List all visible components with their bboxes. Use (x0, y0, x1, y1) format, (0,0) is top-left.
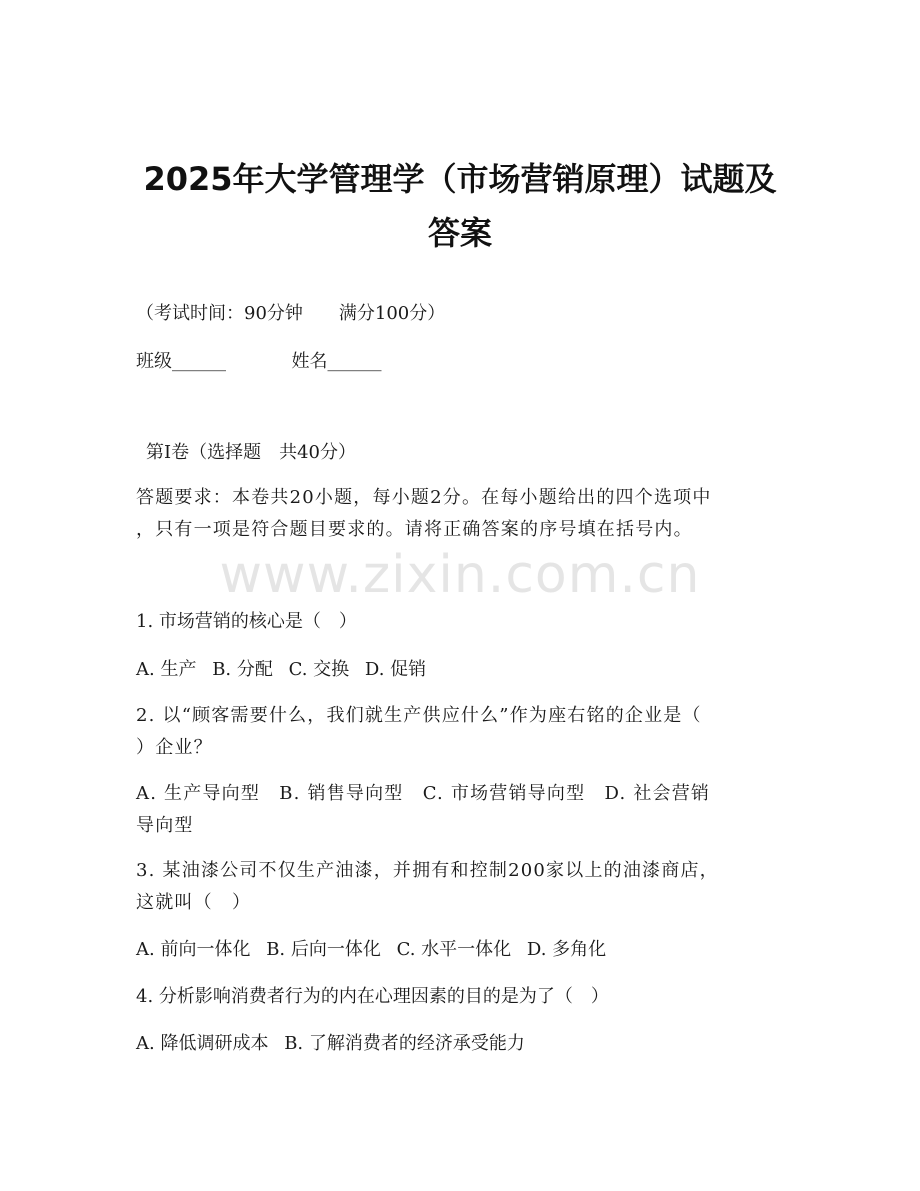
question-2-stem-line-2: ）企业？ (136, 737, 213, 758)
question-2-options-line-2: 导向型 (136, 815, 194, 836)
document-title (100, 152, 820, 260)
question-2-stem (136, 700, 786, 764)
question-3-stem-line-1: 3. 某油漆公司不仅生产油漆，并拥有和控制200家以上的油漆商店， (136, 860, 719, 881)
option-b: B. 分配 (212, 659, 273, 680)
option-b: B. 后向一体化 (266, 939, 381, 960)
option-c: C. 交换 (288, 659, 350, 680)
instructions-line-1: 答题要求：本卷共20小题，每小题2分。在每小题给出的四个选项中 (136, 487, 712, 508)
question-2-options (136, 778, 786, 842)
option-d: D. 多角化 (526, 939, 607, 960)
student-fields (136, 346, 786, 378)
question-1-stem: 1. 市场营销的核心是（ ） (136, 611, 357, 632)
title-line-1: 2025年大学管理学（市场营销原理）试题及 (143, 160, 777, 198)
option-a: A. 前向一体化 (136, 939, 251, 960)
question-1-options (136, 654, 786, 686)
watermark: www.zixin.com.cn (219, 545, 701, 605)
question-4-stem: 4. 分析影响消费者行为的内在心理因素的目的是为了（ ） (136, 986, 609, 1007)
title-line-2: 答案 (427, 214, 492, 252)
instructions-line-2: ，只有一项是符合题目要求的。请将正确答案的序号填在括号内。 (136, 519, 693, 540)
instructions (136, 482, 786, 546)
option-a: A. 降低调研成本 (136, 1033, 269, 1054)
exam-info: （考试时间：90分钟 满分100分） (136, 303, 446, 324)
question-3-options (136, 934, 786, 966)
section-title: 第Ⅰ卷（选择题 共40分） (146, 442, 357, 463)
question-2-options-line-1: A. 生产导向型 B. 销售导向型 C. 市场营销导向型 D. 社会营销 (136, 783, 711, 804)
question-2-stem-line-1: 2. 以“顾客需要什么，我们就生产供应什么”作为座右铭的企业是（ (136, 705, 702, 726)
class-field: 班级______ (136, 351, 226, 372)
option-d: D. 促销 (364, 659, 427, 680)
question-3-stem (136, 855, 786, 919)
option-c: C. 水平一体化 (396, 939, 512, 960)
question-4-options (136, 1028, 786, 1060)
option-a: A. 生产 (136, 659, 197, 680)
name-field: 姓名______ (291, 351, 382, 372)
option-b: B. 了解消费者的经济承受能力 (284, 1033, 525, 1054)
question-3-stem-line-2: 这就叫（ ） (136, 892, 252, 913)
